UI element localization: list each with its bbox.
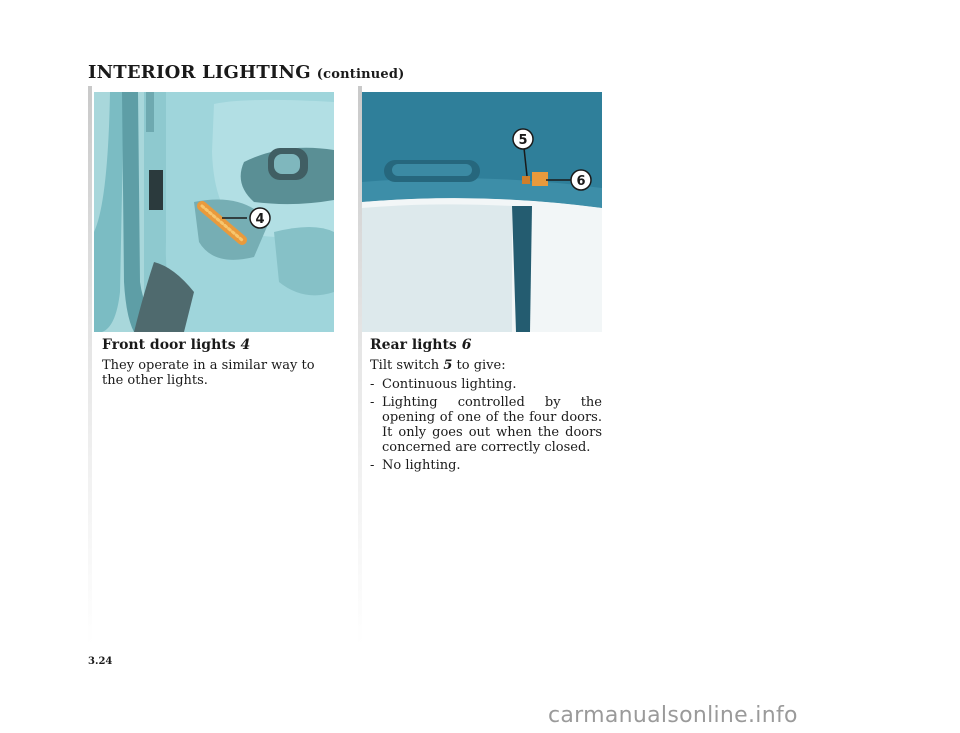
page-title-continued: (continued) <box>316 67 405 82</box>
callout-6: 6 <box>576 174 586 189</box>
rear-light-photo <box>362 92 602 332</box>
page-title <box>88 62 405 83</box>
rear-lights-intro-after: to give: <box>456 358 506 373</box>
page-title-text: INTERIOR LIGHTING <box>88 62 311 83</box>
rear-lights-heading <box>370 338 602 353</box>
rear-lights-heading-text: Rear lights <box>370 337 457 353</box>
rear-lights-section <box>370 338 602 476</box>
rear-lights-intro-ref: 5 <box>443 358 453 373</box>
list-item-text: Continuous lighting. <box>382 377 517 392</box>
watermark-text: carmanualsonline.info <box>548 703 798 728</box>
callout-5: 5 <box>518 133 528 148</box>
list-item: - Lighting controlled by the opening of one of the four doors. It only goes out when the doors concerned are correctly closed. <box>370 395 602 455</box>
front-door-paragraph: They operate in a similar way to the other lights. <box>102 358 315 388</box>
list-item: - No lighting. <box>370 458 461 473</box>
list-item: - Continuous lighting. <box>370 377 517 392</box>
front-door-section <box>102 338 334 392</box>
rear-lights-list <box>370 377 602 473</box>
list-item-text: No lighting. <box>382 458 461 473</box>
rear-lights-intro <box>370 358 602 373</box>
page-number: 3.24 <box>88 656 113 667</box>
front-door-heading <box>102 338 334 353</box>
rear-lights-heading-ref: 6 <box>461 337 472 353</box>
list-item-text: Lighting controlled by the opening of one of the four doors. It only goes out when the doors concerned are correctly closed. <box>382 395 602 455</box>
front-door-photo <box>94 92 334 332</box>
front-door-heading-ref: 4 <box>240 337 251 353</box>
rear-lights-intro-before: Tilt switch <box>370 358 440 373</box>
callout-4: 4 <box>255 212 265 227</box>
front-door-heading-text: Front door lights <box>102 337 236 353</box>
